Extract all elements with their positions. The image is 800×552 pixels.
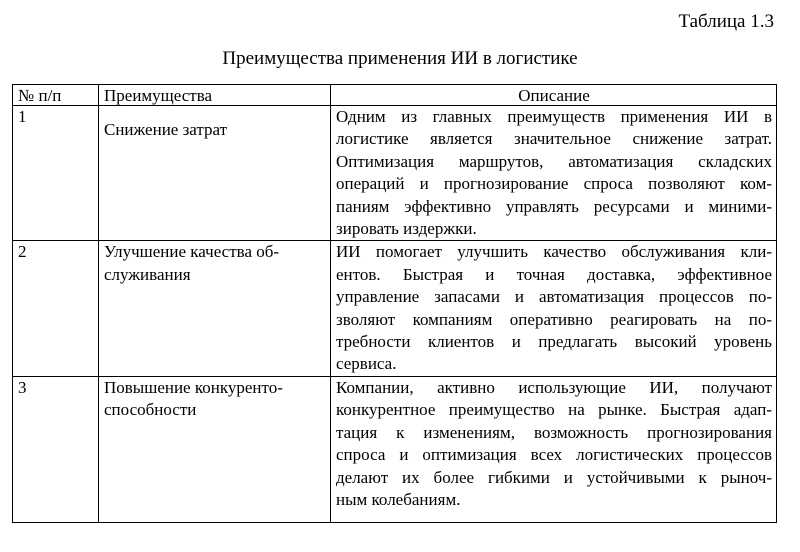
table-row — [13, 241, 777, 376]
row-advantage — [99, 376, 331, 522]
row-advantage — [99, 106, 331, 241]
advantage-line: Повышение конкуренто- — [104, 377, 283, 397]
description-line: делают их более гибкими и устойчивыми к рыноч- — [336, 467, 772, 487]
table-row — [13, 106, 777, 241]
row-description — [331, 106, 777, 241]
table-caption: Таблица 1.3 — [678, 11, 774, 32]
description-line: зволяют компаниям оперативно реагировать на по- — [336, 309, 772, 329]
advantage-line: способности — [104, 400, 197, 420]
description-line: логистике является значительное снижение затрат. — [336, 129, 772, 149]
advantage-line: служивания — [104, 264, 191, 284]
header-advantage: Преимущества — [99, 85, 331, 106]
advantage-line: Улучшение качества об- — [104, 242, 280, 262]
description-line: требности клиентов и предлагать высокий уровень — [336, 332, 772, 352]
description-line: спроса и оптимизация всех логистических процессов — [336, 445, 772, 465]
description-line: Оптимизация маршрутов, автоматизация складских — [336, 151, 772, 171]
description-line: паниям эффективно управлять ресурсами и миними- — [336, 196, 772, 216]
table-title: Преимущества применения ИИ в логистике — [222, 48, 578, 69]
table-row — [13, 376, 777, 522]
advantage-line: Снижение затрат — [104, 120, 228, 139]
row-description — [331, 241, 777, 376]
row-advantage — [99, 241, 331, 376]
description-line: зировать издержки. — [336, 219, 477, 239]
advantages-table — [12, 84, 777, 523]
row-description — [331, 376, 777, 522]
description-line: операций и прогнозирование спроса позволяют ком- — [336, 174, 772, 194]
description-line: Компании, активно использующие ИИ, получают — [336, 377, 772, 397]
description-line: Одним из главных преимуществ применения ИИ в — [336, 107, 772, 126]
description-line: тация к изменениям, возможность прогнозирования — [336, 422, 772, 442]
description-line: ным колебаниям. — [336, 489, 461, 509]
row-num: 3 — [13, 376, 99, 522]
description-line: ИИ помогает улучшить качество обслуживания кли- — [336, 242, 772, 262]
header-description: Описание — [331, 85, 777, 106]
header-num: № п/п — [13, 85, 99, 106]
description-line: конкурентное преимущество на рынке. Быстрая адап- — [336, 400, 772, 420]
description-line: ентов. Быстрая и точная доставка, эффективное — [336, 264, 772, 284]
row-num: 2 — [13, 241, 99, 376]
description-line: управление запасами и автоматизация процессов по- — [336, 287, 772, 307]
row-num: 1 — [13, 106, 99, 241]
description-line: сервиса. — [336, 354, 397, 374]
table-header-row — [13, 85, 777, 106]
